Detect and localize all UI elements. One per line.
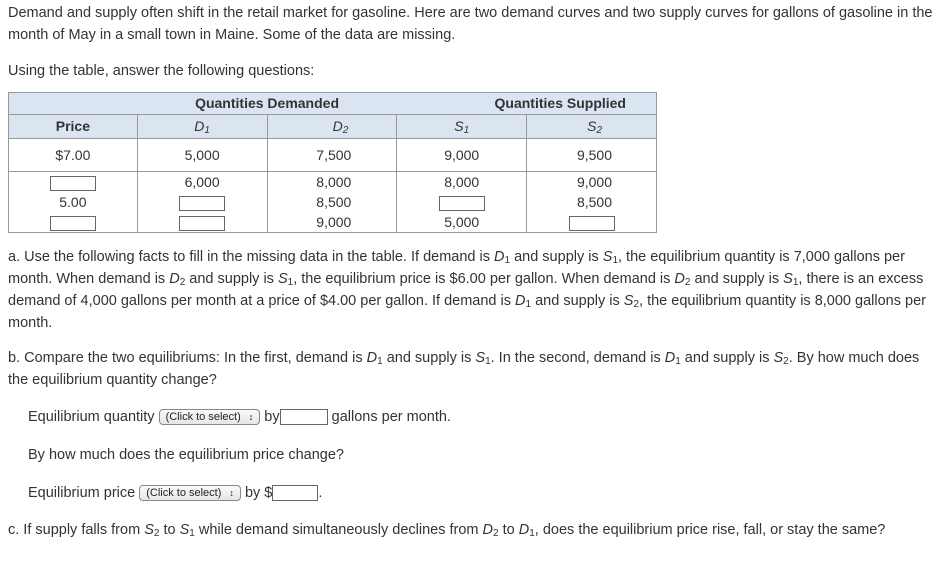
eq-price-select[interactable]: (Click to select) ↕ xyxy=(139,485,241,501)
question-c: c. If supply falls from $S_2$ to $S_1$ while demand simultaneously declines from $D_2$ to $D_1$, does the equilibrium price rise, fall, or stay the same? xyxy=(8,521,886,539)
cell-d2: 7,500 xyxy=(267,139,397,172)
col-d2-header: $D_2$ xyxy=(267,115,397,139)
eq-quantity-input[interactable] xyxy=(280,409,328,425)
cell-d2: 9,000 xyxy=(267,212,397,233)
cell-d2: 8,500 xyxy=(267,192,397,212)
col-s1-header: $S_1$ xyxy=(397,115,527,139)
cell-d2: 8,000 xyxy=(267,172,397,193)
col-d1-header: $D_1$ xyxy=(137,115,267,139)
col-s2-header: $S_2$ xyxy=(527,115,657,139)
eq-quantity-select[interactable]: (Click to select) ↕ xyxy=(159,409,261,425)
eq-price-label: Equilibrium price xyxy=(28,484,136,501)
cell-s2: 8,500 xyxy=(527,192,657,212)
table-row xyxy=(9,212,657,233)
cell-price: 5.00 xyxy=(9,192,138,212)
column-header-row xyxy=(9,115,657,139)
cell-s1-input[interactable] xyxy=(397,192,527,212)
data-table xyxy=(8,92,657,233)
price-input-row4[interactable] xyxy=(50,216,96,231)
eq-price-line: Equilibrium price (Click to select) ↕ by $ . xyxy=(28,484,323,501)
cell-price-input[interactable] xyxy=(9,212,138,233)
cell-d1: 5,000 xyxy=(137,139,267,172)
s2-input-row4[interactable] xyxy=(569,216,615,231)
eq-quantity-label: Equilibrium quantity xyxy=(28,408,155,425)
s1-input-row3[interactable] xyxy=(439,196,485,211)
intro-text: Demand and supply often shift in the retail market for gasoline. Here are two demand curves and two supply curves for gallons of gasoline in the month of May in a small town in Maine. Some of the data are missing. xyxy=(8,5,933,43)
eq-price-input[interactable] xyxy=(272,485,318,501)
instruction-text: Using the table, answer the following questions: xyxy=(8,62,315,79)
table-row xyxy=(9,192,657,212)
question-a: a. Use the following facts to fill in the missing data in the table. If demand is $D_1$ and supply is $S_1$, the equilibrium quantity is 7,000 gallons per month. When demand is $D_2$ and supply is $S_1$, the equilibrium price is $6.00 per gallon. When demand is $D_2$ and supply is $S_1$, there is an excess demand of 4,000 gallons per month at a price of $4.00 per gallon. If demand is $D_1$ and supply is $S_2$, the equilibrium quantity is 8,000 gallons per month. xyxy=(8,249,926,331)
d1-input-row3[interactable] xyxy=(179,196,225,211)
eq-quantity-line: Equilibrium quantity (Click to select) ↕ by gallons per month. xyxy=(28,408,451,425)
table-row xyxy=(9,139,657,172)
question-b: b. Compare the two equilibriums: In the first, demand is $D_1$ and supply is $S_1$. In the second, demand is $D_1$ and supply is $S_2$. By how much does the equilibrium quantity change? xyxy=(8,350,920,388)
cell-d1-input[interactable] xyxy=(137,192,267,212)
cell-s1: 5,000 xyxy=(397,212,527,233)
cell-s2: 9,500 xyxy=(527,139,657,172)
table-row xyxy=(9,172,657,193)
select-arrow-icon: ↕ xyxy=(248,411,254,422)
price-input-row2[interactable] xyxy=(50,176,96,191)
group-demanded-header: Quantities Demanded xyxy=(137,93,397,115)
group-header-row xyxy=(9,93,657,115)
cell-price-input[interactable] xyxy=(9,172,138,193)
cell-s1: 9,000 xyxy=(397,139,527,172)
price-change-question: By how much does the equilibrium price change? xyxy=(28,446,344,463)
cell-d1-input[interactable] xyxy=(137,212,267,233)
cell-s2: 9,000 xyxy=(527,172,657,193)
cell-price: $7.00 xyxy=(9,139,138,172)
cell-s1: 8,000 xyxy=(397,172,527,193)
cell-d1: 6,000 xyxy=(137,172,267,193)
col-price-header: Price xyxy=(9,115,138,139)
group-supplied-header: Quantities Supplied xyxy=(397,93,657,115)
select-arrow-icon: ↕ xyxy=(229,487,234,498)
d1-input-row4[interactable] xyxy=(179,216,225,231)
cell-s2-input[interactable] xyxy=(527,212,657,233)
